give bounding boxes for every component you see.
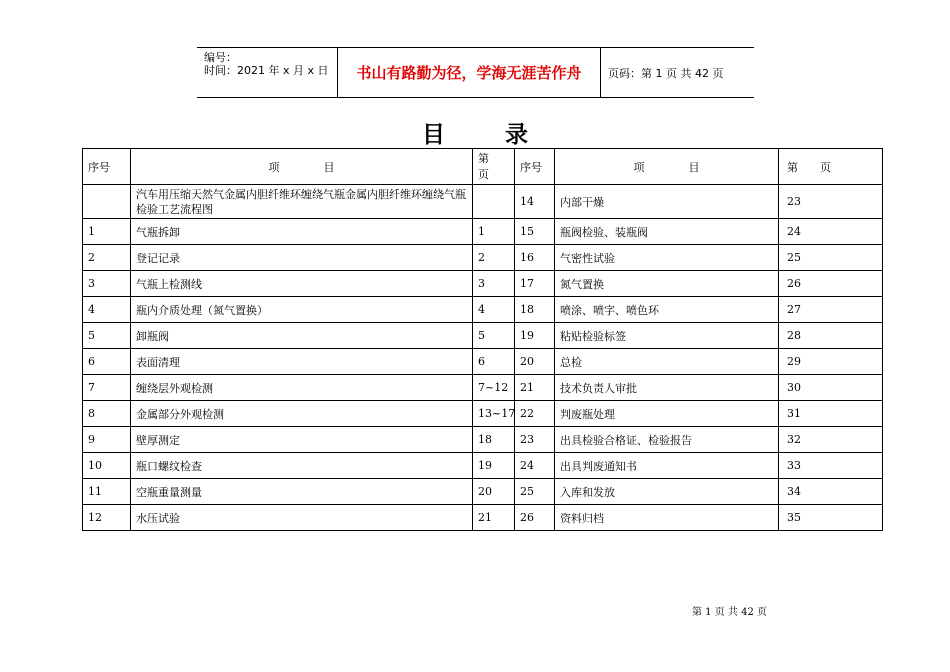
table-row: [83, 479, 883, 505]
seq-cell: 1: [83, 219, 131, 245]
table-row: [83, 349, 883, 375]
item-cell-2: 喷涂、喷字、喷色环: [555, 297, 779, 323]
page-cell: 6: [473, 349, 515, 375]
seq-cell-2: 16: [515, 245, 555, 271]
table-row: [83, 453, 883, 479]
header-slogan: 书山有路勤为径，学海无涯苦作舟: [338, 48, 601, 97]
page-cell-2: 34: [779, 479, 883, 505]
seq-cell-2: 23: [515, 427, 555, 453]
title-char-1: 目: [422, 122, 445, 148]
seq-cell-2: 18: [515, 297, 555, 323]
header-page-2: 第 页: [779, 149, 883, 185]
page-cell-2: 25: [779, 245, 883, 271]
seq-cell-2: 20: [515, 349, 555, 375]
item-cell: 瓶内介质处理（氮气置换）: [131, 297, 473, 323]
item-cell: 表面清理: [131, 349, 473, 375]
item-cell-2: 粘贴检验标签: [555, 323, 779, 349]
item-cell: 空瓶重量测量: [131, 479, 473, 505]
seq-cell-2: 15: [515, 219, 555, 245]
seq-cell-2: 17: [515, 271, 555, 297]
seq-cell: 5: [83, 323, 131, 349]
header-item-2: 项 目: [555, 149, 779, 185]
item-cell-2: 出具检验合格证、检验报告: [555, 427, 779, 453]
item-cell: 缠绕层外观检测: [131, 375, 473, 401]
item-cell-2: 入库和发放: [555, 479, 779, 505]
item-cell-2: 瓶阀检验、装瓶阀: [555, 219, 779, 245]
item-cell-2: 氮气置换: [555, 271, 779, 297]
page-cell: 19: [473, 453, 515, 479]
page-cell: 2: [473, 245, 515, 271]
seq-cell-2: 19: [515, 323, 555, 349]
seq-cell: 3: [83, 271, 131, 297]
page-cell-2: 33: [779, 453, 883, 479]
page-cell-2: 28: [779, 323, 883, 349]
table-row: [83, 427, 883, 453]
table-row: [83, 271, 883, 297]
page-cell: 1: [473, 219, 515, 245]
page-cell-2: 35: [779, 505, 883, 531]
document-header: [197, 47, 754, 98]
seq-cell-2: 21: [515, 375, 555, 401]
table-row: [83, 375, 883, 401]
title-char-2: 录: [505, 122, 528, 148]
seq-cell: 8: [83, 401, 131, 427]
item-cell-2: 资料归档: [555, 505, 779, 531]
item-cell: 卸瓶阀: [131, 323, 473, 349]
toc-table: [82, 148, 883, 531]
seq-cell: 11: [83, 479, 131, 505]
header-seq: 序号: [83, 149, 131, 185]
seq-cell: 2: [83, 245, 131, 271]
page-cell-2: 31: [779, 401, 883, 427]
seq-cell: [83, 185, 131, 219]
seq-cell: 4: [83, 297, 131, 323]
page-cell-2: 27: [779, 297, 883, 323]
page-cell: 18: [473, 427, 515, 453]
seq-cell-2: 22: [515, 401, 555, 427]
page-cell: 7~12: [473, 375, 515, 401]
item-cell-2: 技术负责人审批: [555, 375, 779, 401]
page-cell-2: 23: [779, 185, 883, 219]
item-cell: 水压试验: [131, 505, 473, 531]
table-row: [83, 401, 883, 427]
item-cell-2: 气密性试验: [555, 245, 779, 271]
table-row: [83, 323, 883, 349]
page-cell-2: 32: [779, 427, 883, 453]
page-footer: 第 1 页 共 42 页: [692, 607, 767, 618]
item-cell: 瓶口螺纹检查: [131, 453, 473, 479]
table-row: [83, 505, 883, 531]
seq-cell: 7: [83, 375, 131, 401]
header-meta: [197, 48, 338, 97]
seq-cell: 12: [83, 505, 131, 531]
page-cell: [473, 185, 515, 219]
table-row: [83, 219, 883, 245]
item-cell-2: 出具判废通知书: [555, 453, 779, 479]
table-row: [83, 185, 883, 219]
header-seq-2: 序号: [515, 149, 555, 185]
header-item: 项 目: [131, 149, 473, 185]
seq-cell-2: 14: [515, 185, 555, 219]
page-cell: 20: [473, 479, 515, 505]
seq-cell-2: 25: [515, 479, 555, 505]
item-cell: 气瓶拆卸: [131, 219, 473, 245]
page-cell-2: 26: [779, 271, 883, 297]
page-cell-2: 29: [779, 349, 883, 375]
page-cell: 3: [473, 271, 515, 297]
item-cell: 登记记录: [131, 245, 473, 271]
item-cell-2: 判废瓶处理: [555, 401, 779, 427]
item-cell: 壁厚测定: [131, 427, 473, 453]
number-label: 编号：: [204, 51, 237, 64]
table-header-row: [83, 149, 883, 185]
page-cell: 5: [473, 323, 515, 349]
table-row: [83, 245, 883, 271]
seq-cell-2: 26: [515, 505, 555, 531]
seq-cell-2: 24: [515, 453, 555, 479]
seq-cell: 6: [83, 349, 131, 375]
header-page: 第 页: [473, 149, 515, 185]
time-label: 时间：2021 年 x 月 x 日: [204, 64, 329, 77]
page-cell: 21: [473, 505, 515, 531]
page-title: [0, 116, 950, 149]
seq-cell: 9: [83, 427, 131, 453]
page-cell-2: 30: [779, 375, 883, 401]
item-cell: 金属部分外观检测: [131, 401, 473, 427]
page-cell: 13~17: [473, 401, 515, 427]
header-page-code: 页码：第 1 页 共 42 页: [608, 66, 724, 80]
item-cell: 气瓶上检测线: [131, 271, 473, 297]
table-row: [83, 297, 883, 323]
item-cell: 汽车用压缩天然气金属内胆纤维环缠绕气瓶金属内胆纤维环缠绕气瓶检验工艺流程图: [131, 185, 473, 219]
seq-cell: 10: [83, 453, 131, 479]
page-cell: 4: [473, 297, 515, 323]
page-cell-2: 24: [779, 219, 883, 245]
item-cell-2: 总检: [555, 349, 779, 375]
item-cell-2: 内部干燥: [555, 185, 779, 219]
